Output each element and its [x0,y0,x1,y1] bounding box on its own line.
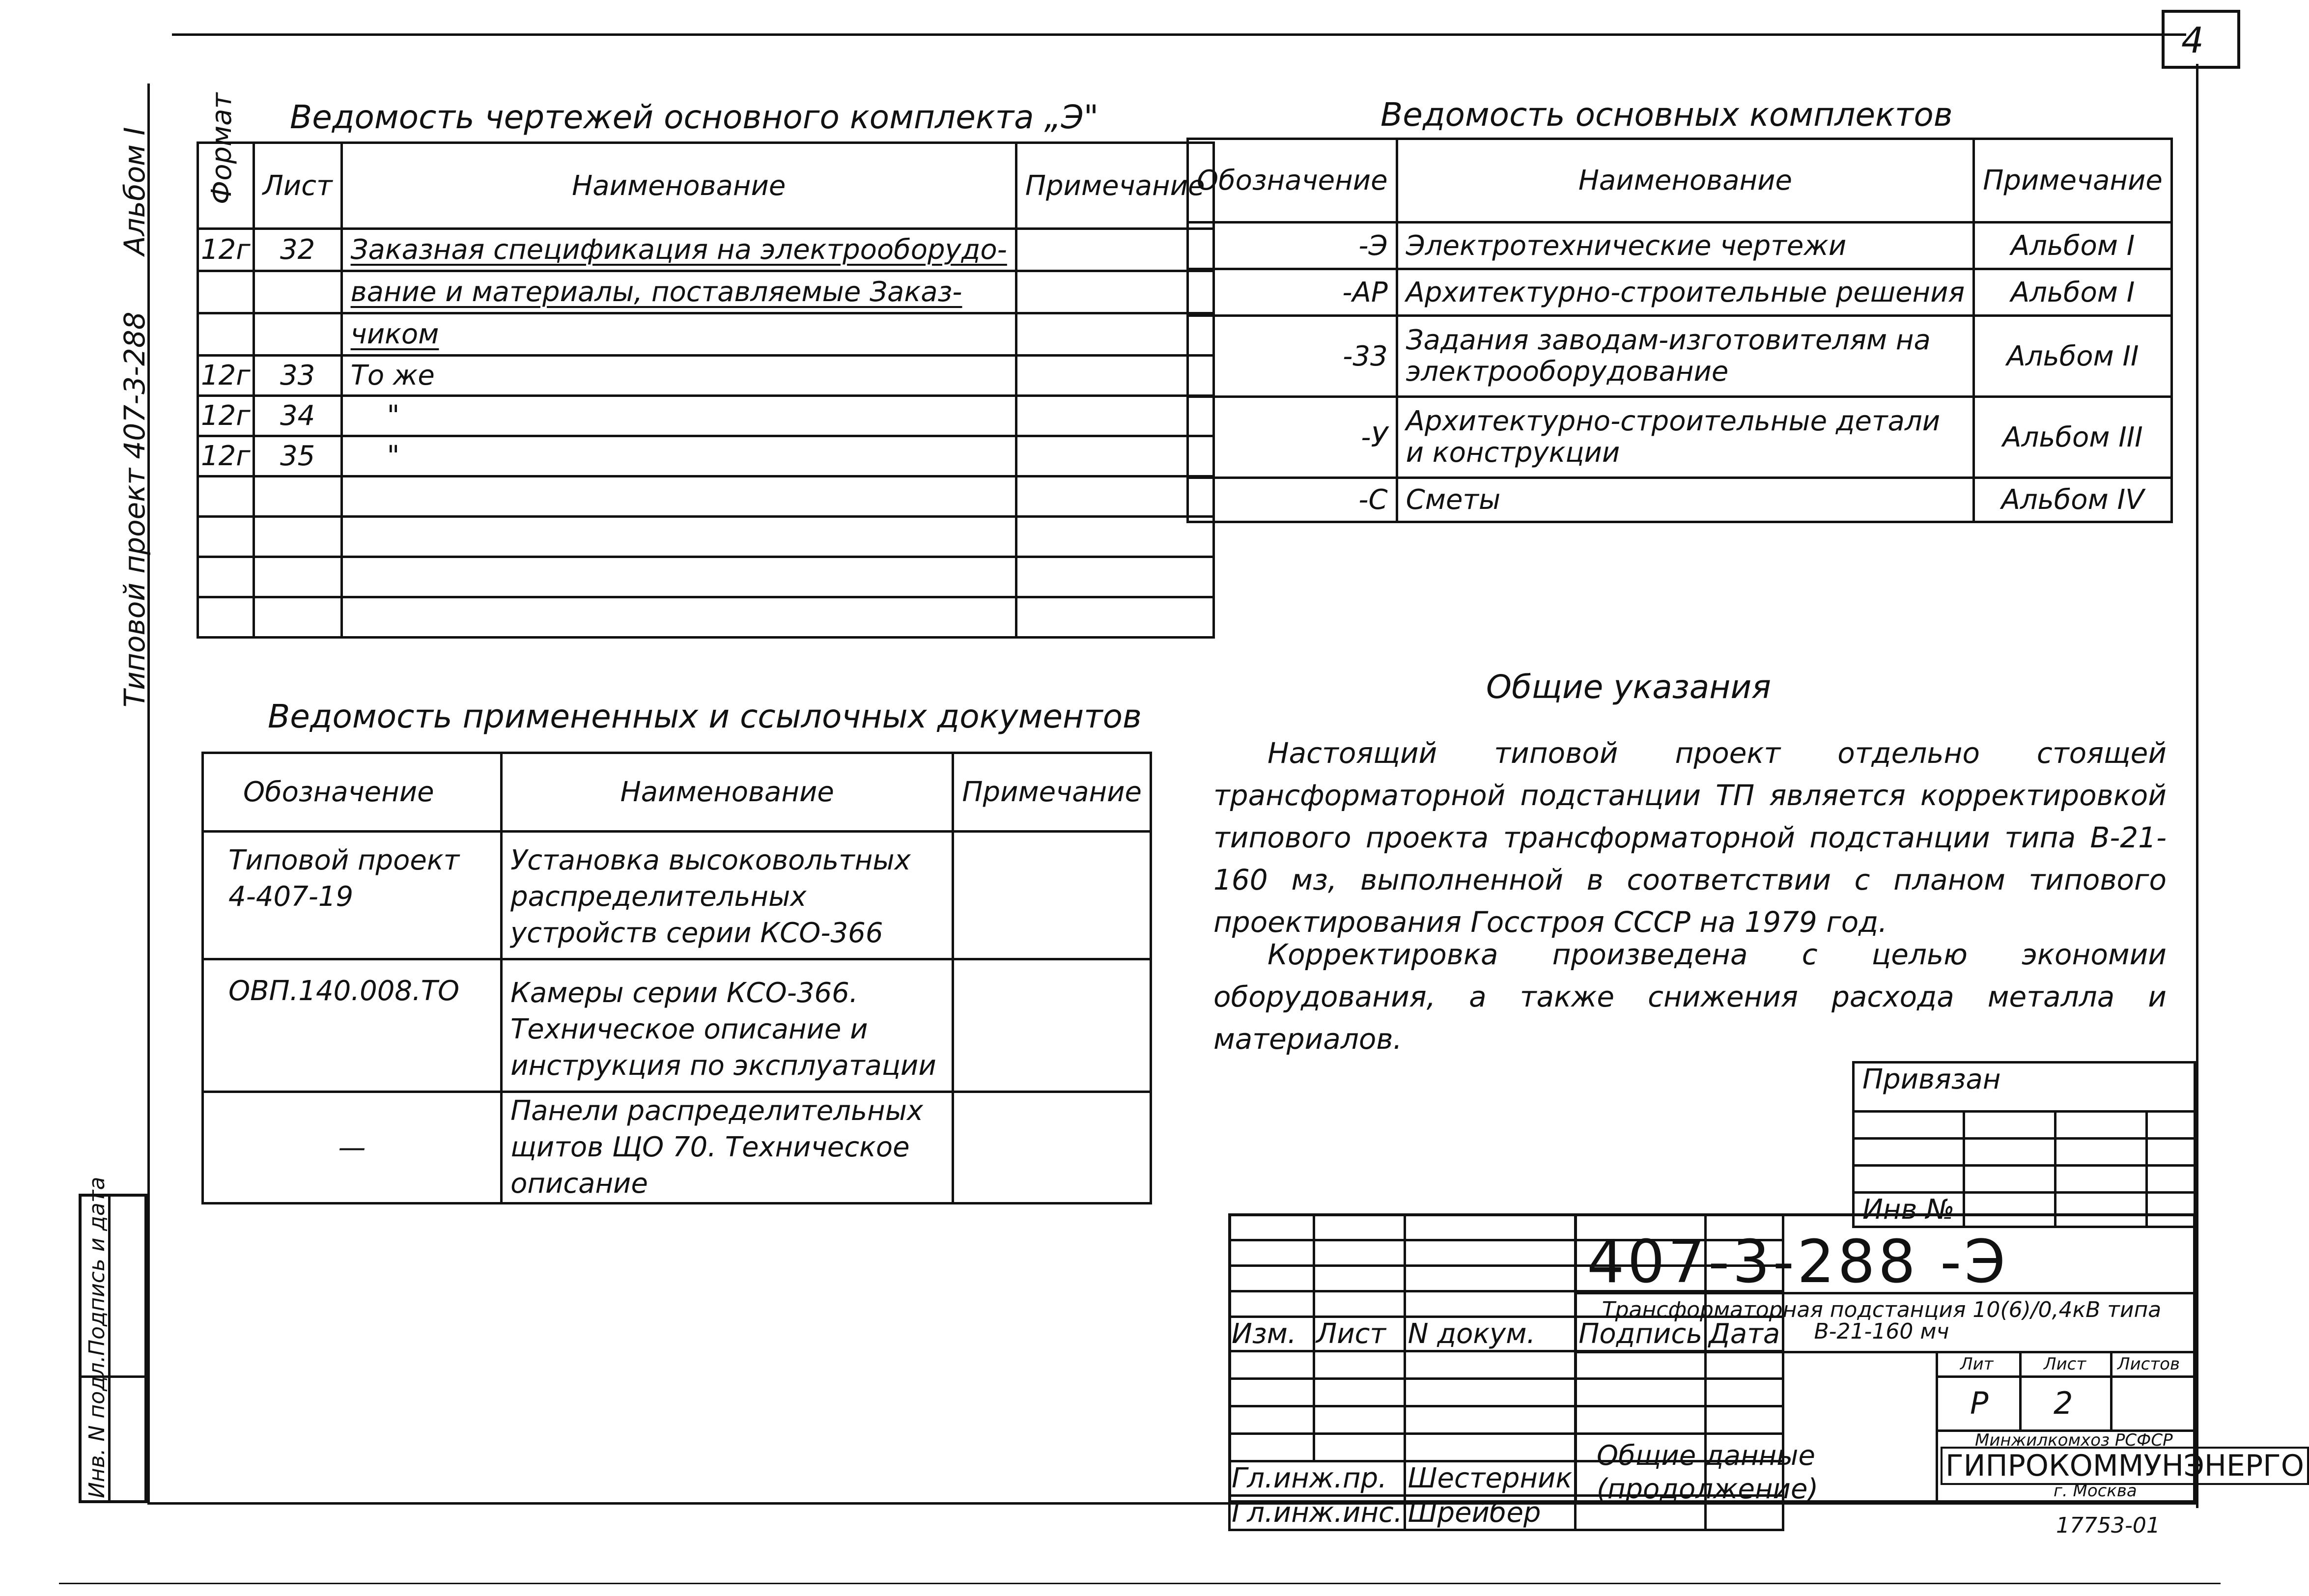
table-row [1188,223,2172,269]
stage-label: Лит [1960,1354,1994,1374]
side-signature-label: Подпись и дата [84,1176,110,1356]
referenced-header-note: Примечание [953,753,1151,832]
referenced-header-row [203,753,1151,832]
cell-note [953,832,1151,959]
cell-note [1016,557,1214,597]
general-notes-title: Общие указания [1486,668,1771,706]
cell-note [1016,356,1214,396]
cell-name: Заказная спецификация на электрооборудо- [341,229,1016,271]
cell-name: То же [341,356,1016,396]
cell-sheet [253,313,341,356]
table-row [203,832,1151,959]
drawings-header-note: Примечание [1016,143,1214,229]
page-number: 4 [2181,20,2204,61]
cell-name [341,557,1016,597]
main-sets-title: Ведомость основных комплектов [1380,96,1953,134]
cell-note [1016,597,1214,638]
cell-sheet [253,597,341,638]
title-block-divider-sheets [2110,1351,2112,1429]
attached-table [1852,1061,2196,1228]
table-row [1188,316,2172,397]
cell-name [341,597,1016,638]
title-block-divider-main [1575,1213,1577,1503]
drawings-header-format: Формат [198,143,254,229]
archive-number: 17753-01 [2056,1513,2160,1538]
cell-format: 12г [198,356,254,396]
staff-role: Гл.инж.пр. [1230,1461,1405,1496]
table-row [198,313,1214,356]
org-ministry: Минжилкомхоз РСФСР [1975,1430,2173,1450]
cell-format [198,313,254,356]
sheet-title: Общие данные (продолжение) [1597,1440,1819,1505]
cell-code: — [203,1092,502,1204]
hdr-izm: Изм. [1230,1317,1314,1351]
table-row [198,517,1214,557]
cell-name: Установка высоковольтных распределительных устройств серии КСО-366 [502,832,953,959]
cell-sheet: 35 [253,436,341,476]
attached-inv-label: Инв № [1854,1193,1964,1227]
main-sets-header-name: Наименование [1397,139,1974,223]
table-row [198,396,1214,436]
cell-code: ОВП.140.008.ТО [203,959,502,1092]
cell-name [341,517,1016,557]
cell-name: " [341,436,1016,476]
cell-format: 12г [198,396,254,436]
cell-name: Архитектурно-строительные решения [1397,269,1974,316]
cell-code: -С [1188,478,1397,522]
org-name: ГИПРОКОММУНЭНЕРГО [1941,1447,2309,1485]
cell-name: " [341,396,1016,436]
cell-name: Электротехнические чертежи [1397,223,1974,269]
table-row [1854,1112,2195,1139]
hdr-list: Лист [1314,1317,1405,1351]
cell-code: Типовой проект 4-407-19 [203,832,502,959]
staff-name: Шестерник [1405,1461,1576,1496]
cell-note [953,959,1151,1092]
hdr-date: Дата [1706,1317,1783,1351]
cell-format [198,476,254,517]
side-inv-label: Инв. N подл. [84,1355,110,1498]
drawings-header-sheet: Лист [253,143,341,229]
table-row [198,356,1214,396]
main-sets-header-code: Обозначение [1188,139,1397,223]
table-row [1188,397,2172,478]
cell-note [953,1092,1151,1204]
cell-format: 12г [198,436,254,476]
table-row [198,229,1214,271]
attached-label: Привязан [1854,1063,2195,1112]
hdr-sign: Подпись [1576,1317,1706,1351]
cell-code: -У [1188,397,1397,478]
title-block-divider-stage [1936,1351,1938,1503]
cell-sheet [253,476,341,517]
cell-format [198,517,254,557]
cell-name: Панели распределительных щитов ЩО 70. Техническое описание [502,1092,953,1204]
cell-note [1016,396,1214,436]
table-row [198,271,1214,313]
table-row [1854,1166,2195,1193]
referenced-docs-table [201,752,1152,1204]
staff-name: Шрейбер [1405,1496,1576,1530]
main-sets-header-row [1188,139,2172,223]
title-block-divider-stage-head [1936,1375,2196,1378]
drawings-header-row [198,143,1214,229]
cell-name: чиком [341,313,1016,356]
cell-sheet [253,517,341,557]
cell-sheet: 33 [253,356,341,396]
cell-name: Архитектурно-строительные детали и конструкции [1397,397,1974,478]
cell-sheet [253,271,341,313]
sheet-value: 2 [2054,1385,2073,1421]
cell-note [1016,436,1214,476]
table-row [1188,478,2172,522]
side-album-label: Альбом I [118,127,151,255]
cell-code: -Э [1188,223,1397,269]
cell-note: Альбом I [1974,269,2172,316]
cell-name [341,476,1016,517]
title-block-divider-object [1575,1351,2196,1353]
cell-code: -АР [1188,269,1397,316]
page-bottom-line [59,1583,2221,1584]
title-block-divider-sheet [2019,1351,2022,1429]
cell-sheet [253,557,341,597]
sheet-label: Лист [2044,1354,2086,1374]
cell-format: 12г [198,229,254,271]
cell-note: Альбом I [1974,223,2172,269]
cell-note: Альбом III [1974,397,2172,478]
staff-role: Гл.инж.инс. [1230,1496,1405,1530]
right-border-line [2196,64,2198,1508]
main-sets-table [1186,138,2173,523]
stage-value: Р [1970,1385,1989,1421]
referenced-header-name: Наименование [502,753,953,832]
cell-name: Задания заводам-изготовителям на электрооборудование [1397,316,1974,397]
table-row [198,436,1214,476]
cell-format [198,271,254,313]
table-row [198,557,1214,597]
cell-note [1016,271,1214,313]
drawings-list-title: Ведомость чертежей основного комплекта „Э" [290,98,1099,136]
doc-code: 407-3-288 -Э [1587,1228,2009,1296]
side-project-label: Типовой проект 407-3-288 [118,311,151,707]
table-row [203,1092,1151,1204]
cell-note [1016,229,1214,271]
cell-sheet: 34 [253,396,341,436]
main-sets-header-note: Примечание [1974,139,2172,223]
hdr-ndoc: N докум. [1405,1317,1576,1351]
object-name: Трансформаторная подстанция 10(6)/0,4кВ типа В-21-160 мч [1602,1297,2162,1344]
cell-name: вание и материалы, поставляемые Заказ- [341,271,1016,313]
table-row [1854,1139,2195,1166]
attached-label-row [1854,1063,2195,1112]
cell-name: Сметы [1397,478,1974,522]
cell-note [1016,476,1214,517]
cell-format [198,557,254,597]
cell-note [1016,313,1214,356]
cell-note: Альбом II [1974,316,2172,397]
general-notes-paragraph-1: Настоящий типовой проект отдельно стоящей трансформаторной подстанции ТП является корректировкой типового проекта трансформаторной подстанции типа В-21-160 мз, выполненной в соответствии с планом типового проектирования Госстроя СССР на 1979 год. [1213,736,2167,939]
referenced-header-code: Обозначение [203,753,502,832]
drawings-header-name: Наименование [341,143,1016,229]
sheets-label: Листов [2117,1354,2180,1374]
table-row [198,476,1214,517]
left-border-line [147,84,150,1503]
cell-note [1016,517,1214,557]
cell-name: Камеры серии КСО-366. Техническое описание и инструкция по эксплуатации [502,959,953,1092]
cell-note: Альбом IV [1974,478,2172,522]
cell-sheet: 32 [253,229,341,271]
referenced-docs-title: Ведомость примененных и ссылочных документов [268,698,1142,735]
general-notes-paragraph-2: Корректировка произведена с целью экономии оборудования, а также снижения расхода металла и материалов. [1213,938,2167,1056]
cell-code: -33 [1188,316,1397,397]
cell-format [198,597,254,638]
table-row [1188,269,2172,316]
table-row [203,959,1151,1092]
org-city: г. Москва [2054,1481,2137,1501]
top-border-line [172,33,2186,36]
table-row [198,597,1214,638]
